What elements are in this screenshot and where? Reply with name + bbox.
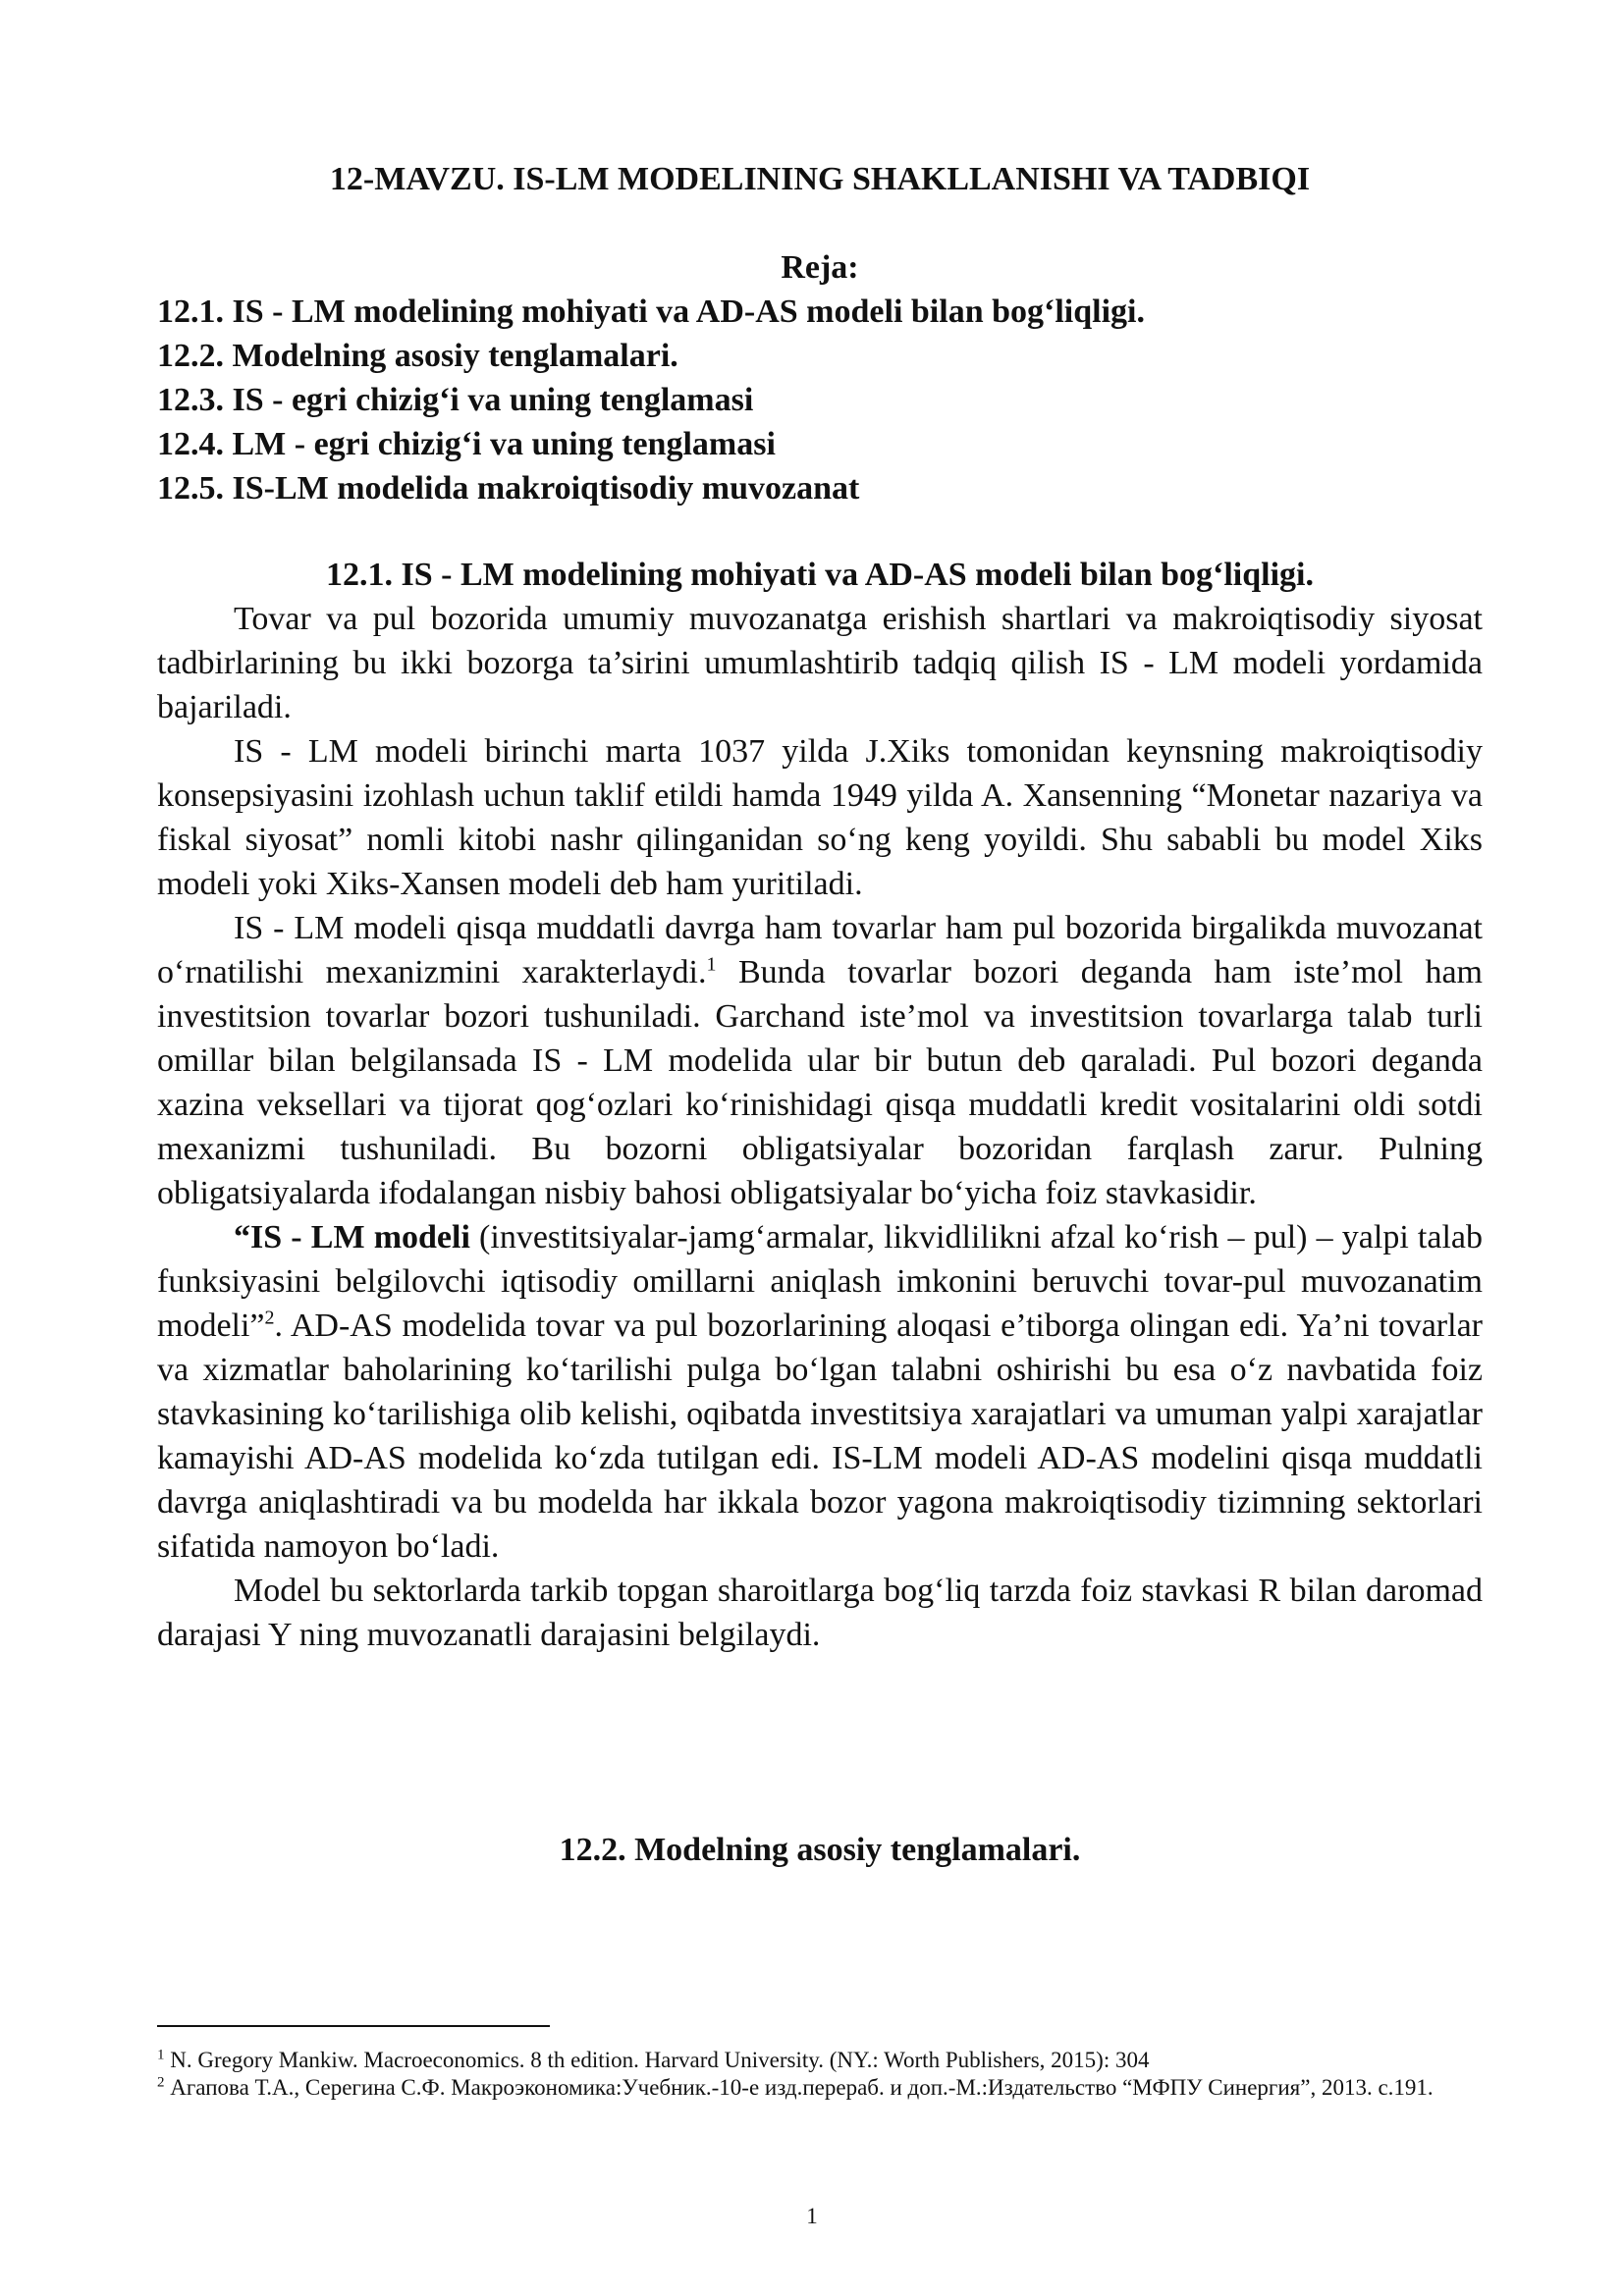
paragraph: Model bu sektorlarda tarkib topgan sharoitlarga bog‘liq tarzda foiz stavkasi R bilan daromad darajasi Y ning muvozanatli darajasini belgilaydi. xyxy=(157,1573,1483,1653)
footnote xyxy=(157,2047,1483,2074)
plan-item: 12.4. LM - egri chizig‘i va uning tenglamasi xyxy=(157,426,776,462)
plan-item: 12.3. IS - egri chizig‘i va uning tenglamasi xyxy=(157,382,754,418)
plan-item: 12.5. IS-LM modelida makroiqtisodiy muvozanat xyxy=(157,470,860,507)
paragraph: Tovar va pul bozorida umumiy muvozanatga erishish shartlari va makroiqtisodiy siyosat tadbirlarining bu ikki bozorga ta’sirini umumlashtirib tadqiq qilish IS - LM modeli yordamida bajariladi. xyxy=(157,601,1483,725)
paragraph xyxy=(157,1215,1483,1569)
plan-item: 12.1. IS - LM modelining mohiyati va AD-AS modeli bilan bog‘liqligi. xyxy=(157,294,1145,330)
paragraph-text: IS - LM modeli qisqa muddatli davrga ham tovarlar ham pul bozorida birgalikda muvozanat o‘rnatilishi mexanizmini xarakterlaydi. xyxy=(157,910,1483,990)
term-bold: “IS - LM modeli xyxy=(234,1219,470,1255)
footnote-divider xyxy=(157,2025,550,2027)
footnote-ref: 2 xyxy=(264,1307,275,1329)
plan-heading: Reja: xyxy=(781,249,859,286)
paragraph xyxy=(157,906,1483,1215)
plan-item: 12.2. Modelning asosiy tenglamalari. xyxy=(157,338,678,374)
page-number: 1 xyxy=(806,2204,818,2228)
paragraph-text: Bunda tovarlar bozori deganda ham iste’mol ham investitsion tovarlar bozori tushuniladi. Garchand iste’mol va investitsion tovarlarga talab turli omillar bilan belgilansada IS - LM modelida ular bir butun deb qaraladi. Pul bozori deganda xazina veksellari va tijorat qog‘ozlari ko‘rinishidagi qisqa muddatli kredit vositalarini oldi sotdi mexanizmi tushuniladi. Bu bozorni obligatsiyalar bozoridan farqlash zarur. Pulning obligatsiyalarda ifodalangan nisbiy bahosi obligatsiyalar bo‘yicha foiz stavkasidir. xyxy=(157,954,1483,1211)
paragraph: IS - LM modeli birinchi marta 1037 yilda J.Xiks tomonidan keynsning makroiqtisodiy konsepsiyasini izohlash uchun taklif etildi hamda 1949 yilda A. Xansenning “Monetar nazariya va fiskal siyosat” nomli kitobi nashr qilinganidan so‘ng keng yoyildi. Shu sababli bu model Xiks modeli yoki Xiks-Xansen modeli deb ham yuritiladi. xyxy=(157,733,1483,902)
footnote-text: Агапова Т.А., Серегина С.Ф. Макроэкономика:Учебник.-10-е изд.перераб. и доп.-М.:Издательство “МФПУ Синергия”, 2013. с.191. xyxy=(164,2075,1434,2100)
footnote-ref: 1 xyxy=(706,953,717,976)
plan-list xyxy=(157,290,1483,510)
section-body xyxy=(157,597,1483,1657)
footnote-mark: 2 xyxy=(157,2074,165,2091)
footnote-mark: 1 xyxy=(157,2047,165,2063)
paragraph-text: . AD-AS modelida tovar va pul bozorlarining aloqasi e’tiborga olingan edi. Ya’ni tovarlar va xizmatlar baholarining ko‘tarilishi pulga bo‘lgan talabni oshirishi bu esa o‘z navbatida foiz stavkasining ko‘tarilishiga olib kelishi, oqibatda investitsiya xarajatlari va umuman yalpi xarajatlar kamayishi AD-AS modelida ko‘zda tutilgan edi. IS-LM modeli AD-AS modelini qisqa muddatli davrga aniqlashtiradi va bu modelda har ikkala bozor yagona makroiqtisodiy tizimning sektorlari sifatida namoyon bo‘ladi. xyxy=(157,1308,1483,1565)
footnote xyxy=(157,2074,1483,2102)
section-heading-12-1: 12.1. IS - LM modelining mohiyati va AD-AS modeli bilan bog‘liqligi. xyxy=(326,557,1314,593)
footnotes xyxy=(157,2047,1483,2102)
section-heading-12-2: 12.2. Modelning asosiy tenglamalari. xyxy=(559,1832,1081,1868)
footnote-text: N. Gregory Mankiw. Macroeconomics. 8 th edition. Harvard University. (NY.: Worth Publishers, 2015): 304 xyxy=(164,2048,1150,2072)
page-title: 12-MAVZU. IS-LM MODELINING SHAKLLANISHI VA TADBIQI xyxy=(329,161,1311,197)
paragraph-text: (investitsiyalar-jamg‘armalar, likvidlilikni afzal ko‘rish – pul) – yalpi talab funksiyasini belgilovchi iqtisodiy omillarni aniqlash imkonini beruvchi tovar-pul muvozanatim modeli” xyxy=(157,1219,1483,1344)
